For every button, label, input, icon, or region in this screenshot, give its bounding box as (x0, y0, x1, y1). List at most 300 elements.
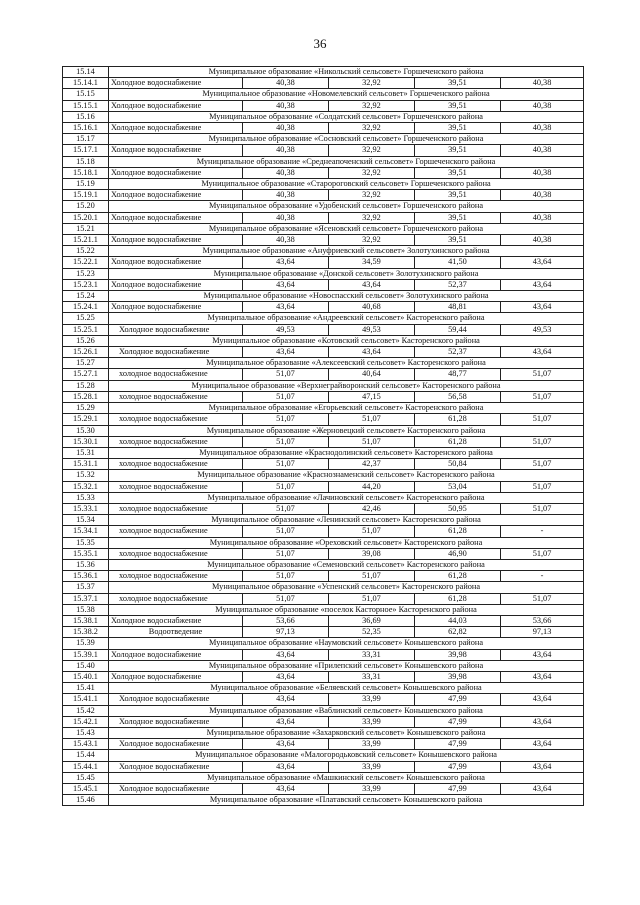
row-number: 15.43.1 (63, 739, 109, 750)
tariff-value-3: 39,51 (415, 78, 501, 89)
row-number: 15.40 (63, 660, 109, 671)
tariff-value-1: 51,07 (243, 459, 329, 470)
tariff-value-4: 40,38 (501, 235, 584, 246)
tariff-value-2: 32,92 (329, 190, 415, 201)
tariff-value-4: 51,07 (501, 481, 584, 492)
tariff-value-1: 40,38 (243, 78, 329, 89)
municipality-row (63, 89, 584, 100)
service-name: Холодное водоснабжение (109, 761, 243, 772)
service-row (63, 369, 584, 380)
tariff-value-4: 40,38 (501, 190, 584, 201)
municipality-row (63, 425, 584, 436)
row-number: 15.31 (63, 447, 109, 458)
municipality-row (63, 246, 584, 257)
service-name: Холодное водоснабжение (109, 190, 243, 201)
tariff-value-1: 51,07 (243, 481, 329, 492)
municipality-row (63, 67, 584, 78)
row-number: 15.27 (63, 358, 109, 369)
tariff-value-1: 40,38 (243, 145, 329, 156)
tariff-value-3: 52,37 (415, 347, 501, 358)
tariff-value-4: 43,64 (501, 257, 584, 268)
row-number: 15.24.1 (63, 302, 109, 313)
municipality-title: Муниципальное образование «Сосновский сельсовет» Горшеченского района (109, 134, 584, 145)
row-number: 15.46 (63, 795, 109, 806)
service-row (63, 78, 584, 89)
service-row (63, 739, 584, 750)
tariff-value-4: - (501, 571, 584, 582)
tariff-value-4: 51,07 (501, 503, 584, 514)
row-number: 15.16 (63, 111, 109, 122)
tariff-value-2: 33,99 (329, 784, 415, 795)
tariff-value-3: 48,77 (415, 369, 501, 380)
service-name: холодное водоснабжение (109, 503, 243, 514)
service-name: холодное водоснабжение (109, 414, 243, 425)
tariff-value-2: 42,46 (329, 503, 415, 514)
municipality-row (63, 492, 584, 503)
tariff-value-3: 39,98 (415, 671, 501, 682)
service-name: Холодное водоснабжение (109, 302, 243, 313)
tariff-value-3: 39,51 (415, 123, 501, 134)
page-number: 36 (313, 36, 327, 51)
tariff-value-3: 47,99 (415, 784, 501, 795)
service-name: Холодное водоснабжение (109, 212, 243, 223)
row-number: 15.18 (63, 156, 109, 167)
municipality-title: Муниципальное образование «Платавский сельсовет» Конышевского района (109, 795, 584, 806)
municipality-row (63, 223, 584, 234)
tariff-value-4: 51,07 (501, 391, 584, 402)
tariff-value-2: 51,07 (329, 593, 415, 604)
tariff-value-3: 47,99 (415, 739, 501, 750)
service-row (63, 593, 584, 604)
municipality-title: Муниципальное образование «Жерновецкий сельсовет» Касторенского района (109, 425, 584, 436)
tariff-value-4: 40,38 (501, 167, 584, 178)
row-number: 15.31.1 (63, 459, 109, 470)
tariff-value-3: 50,95 (415, 503, 501, 514)
row-number: 15.18.1 (63, 167, 109, 178)
tariff-table-body (63, 67, 584, 806)
tariff-value-4: 40,38 (501, 212, 584, 223)
municipality-row (63, 335, 584, 346)
service-row (63, 671, 584, 682)
tariff-value-3: 56,58 (415, 391, 501, 402)
tariff-value-1: 51,07 (243, 369, 329, 380)
row-number: 15.21.1 (63, 235, 109, 246)
row-number: 15.36 (63, 559, 109, 570)
tariff-value-3: 44,03 (415, 615, 501, 626)
tariff-value-2: 40,64 (329, 369, 415, 380)
row-number: 15.16.1 (63, 123, 109, 134)
tariff-value-2: 33,99 (329, 694, 415, 705)
row-number: 15.32.1 (63, 481, 109, 492)
tariff-value-4: 49,53 (501, 324, 584, 335)
municipality-row (63, 111, 584, 122)
municipality-title: Муниципальное образование «Ясеновский сельсовет» Горшеченского района (109, 223, 584, 234)
tariff-value-1: 40,38 (243, 212, 329, 223)
row-number: 15.38.2 (63, 627, 109, 638)
municipality-title: Муниципальное образование «Ленинский сельсовет» Касторенского района (109, 515, 584, 526)
row-number: 15.20.1 (63, 212, 109, 223)
tariff-value-1: 43,64 (243, 716, 329, 727)
service-name: Холодное водоснабжение (109, 784, 243, 795)
tariff-value-1: 51,07 (243, 414, 329, 425)
tariff-value-4: 43,64 (501, 302, 584, 313)
tariff-value-1: 40,38 (243, 167, 329, 178)
tariff-value-3: 46,90 (415, 548, 501, 559)
row-number: 15.42.1 (63, 716, 109, 727)
service-name: холодное водоснабжение (109, 391, 243, 402)
municipality-row (63, 795, 584, 806)
municipality-title: Муниципальное образование «Удобенский сельсовет» Горшеченского района (109, 201, 584, 212)
tariff-value-3: 59,44 (415, 324, 501, 335)
tariff-value-4: 51,07 (501, 593, 584, 604)
service-name: Холодное водоснабжение (109, 347, 243, 358)
tariff-value-3: 39,51 (415, 190, 501, 201)
municipality-row (63, 604, 584, 615)
tariff-value-3: 61,28 (415, 436, 501, 447)
municipality-row (63, 582, 584, 593)
service-row (63, 324, 584, 335)
row-number: 15.20 (63, 201, 109, 212)
tariff-value-2: 32,92 (329, 123, 415, 134)
municipality-row (63, 638, 584, 649)
row-number: 15.19.1 (63, 190, 109, 201)
tariff-value-2: 47,15 (329, 391, 415, 402)
row-number: 15.42 (63, 705, 109, 716)
tariff-value-3: 39,51 (415, 212, 501, 223)
service-row (63, 212, 584, 223)
municipality-row (63, 660, 584, 671)
municipality-row (63, 750, 584, 761)
tariff-value-3: 39,98 (415, 649, 501, 660)
service-row (63, 235, 584, 246)
municipality-title: Муниципальное образование «Верхнеграйворонский сельсовет» Касторенского района (109, 380, 584, 391)
tariff-value-1: 43,64 (243, 279, 329, 290)
row-number: 15.15 (63, 89, 109, 100)
service-name: холодное водоснабжение (109, 459, 243, 470)
row-number: 15.33 (63, 492, 109, 503)
municipality-title: Муниципальное образование «Наумовский сельсовет» Конышевского района (109, 638, 584, 649)
tariff-value-1: 51,07 (243, 548, 329, 559)
tariff-value-3: 39,51 (415, 167, 501, 178)
service-row (63, 302, 584, 313)
row-number: 15.34 (63, 515, 109, 526)
service-row (63, 145, 584, 156)
row-number: 15.26.1 (63, 347, 109, 358)
service-name: холодное водоснабжение (109, 571, 243, 582)
service-name: Холодное водоснабжение (109, 167, 243, 178)
tariff-value-2: 49,53 (329, 324, 415, 335)
row-number: 15.43 (63, 727, 109, 738)
tariff-value-3: 61,28 (415, 526, 501, 537)
row-number: 15.38 (63, 604, 109, 615)
service-row (63, 761, 584, 772)
tariff-table (62, 66, 584, 806)
row-number: 15.37.1 (63, 593, 109, 604)
service-name: Холодное водоснабжение (109, 716, 243, 727)
municipality-row (63, 358, 584, 369)
tariff-value-1: 43,64 (243, 302, 329, 313)
tariff-value-4: 51,07 (501, 414, 584, 425)
tariff-value-4: 43,64 (501, 671, 584, 682)
row-number: 15.33.1 (63, 503, 109, 514)
tariff-value-4: 43,64 (501, 761, 584, 772)
tariff-value-4: 51,07 (501, 369, 584, 380)
row-number: 15.34.1 (63, 526, 109, 537)
service-row (63, 190, 584, 201)
service-name: Холодное водоснабжение (109, 235, 243, 246)
service-row (63, 526, 584, 537)
row-number: 15.35 (63, 537, 109, 548)
row-number: 15.17 (63, 134, 109, 145)
municipality-row (63, 447, 584, 458)
row-number: 15.14 (63, 67, 109, 78)
tariff-value-3: 52,37 (415, 279, 501, 290)
tariff-value-2: 43,64 (329, 279, 415, 290)
service-name: Холодное водоснабжение (109, 739, 243, 750)
municipality-title: Муниципальное образование «Беляевский сельсовет» Конышевского района (109, 683, 584, 694)
tariff-value-1: 43,64 (243, 257, 329, 268)
municipality-row (63, 313, 584, 324)
tariff-value-4: 53,66 (501, 615, 584, 626)
municipality-title: Муниципальное образование «Среднеапоченский сельсовет» Горшеченского района (109, 156, 584, 167)
tariff-value-4: 40,38 (501, 78, 584, 89)
service-name: холодное водоснабжение (109, 436, 243, 447)
row-number: 15.41.1 (63, 694, 109, 705)
tariff-value-2: 51,07 (329, 526, 415, 537)
tariff-value-2: 33,99 (329, 761, 415, 772)
row-number: 15.45 (63, 772, 109, 783)
service-row (63, 615, 584, 626)
row-number: 15.25.1 (63, 324, 109, 335)
municipality-title: Муниципальное образование «Никольский сельсовет» Горшеченского района (109, 67, 584, 78)
tariff-value-2: 43,64 (329, 347, 415, 358)
tariff-value-2: 33,99 (329, 716, 415, 727)
tariff-value-2: 33,31 (329, 649, 415, 660)
tariff-value-2: 44,20 (329, 481, 415, 492)
tariff-value-1: 97,13 (243, 627, 329, 638)
tariff-value-2: 40,68 (329, 302, 415, 313)
tariff-value-3: 47,99 (415, 716, 501, 727)
service-row (63, 414, 584, 425)
tariff-value-4: 43,64 (501, 649, 584, 660)
tariff-value-3: 53,04 (415, 481, 501, 492)
municipality-row (63, 515, 584, 526)
tariff-value-4: 51,07 (501, 548, 584, 559)
municipality-row (63, 470, 584, 481)
service-row (63, 257, 584, 268)
service-row (63, 694, 584, 705)
service-row (63, 784, 584, 795)
tariff-value-4: 43,64 (501, 694, 584, 705)
row-number: 15.39.1 (63, 649, 109, 660)
row-number: 15.41 (63, 683, 109, 694)
municipality-title: Муниципальное образование «поселок Касторное» Касторенского района (109, 604, 584, 615)
row-number: 15.44.1 (63, 761, 109, 772)
row-number: 15.22 (63, 246, 109, 257)
tariff-value-1: 40,38 (243, 235, 329, 246)
service-name: Холодное водоснабжение (109, 649, 243, 660)
tariff-value-3: 39,51 (415, 145, 501, 156)
tariff-value-3: 39,51 (415, 235, 501, 246)
row-number: 15.39 (63, 638, 109, 649)
tariff-value-1: 43,64 (243, 649, 329, 660)
tariff-value-3: 62,82 (415, 627, 501, 638)
tariff-value-4: 43,64 (501, 347, 584, 358)
municipality-title: Муниципальное образование «Ваблинский сельсовет» Конышевского района (109, 705, 584, 716)
service-row (63, 123, 584, 134)
service-name: Холодное водоснабжение (109, 78, 243, 89)
tariff-value-2: 39,08 (329, 548, 415, 559)
service-row (63, 459, 584, 470)
service-row (63, 100, 584, 111)
row-number: 15.35.1 (63, 548, 109, 559)
tariff-value-1: 51,07 (243, 436, 329, 447)
service-name: Холодное водоснабжение (109, 324, 243, 335)
tariff-value-2: 34,59 (329, 257, 415, 268)
tariff-value-1: 51,07 (243, 571, 329, 582)
municipality-title: Муниципальное образование «Лачиновский сельсовет» Касторенского района (109, 492, 584, 503)
row-number: 15.25 (63, 313, 109, 324)
service-name: Холодное водоснабжение (109, 615, 243, 626)
tariff-value-2: 32,92 (329, 167, 415, 178)
municipality-row (63, 705, 584, 716)
row-number: 15.26 (63, 335, 109, 346)
row-number: 15.45.1 (63, 784, 109, 795)
municipality-title: Муниципальное образование «Егорьевский сельсовет» Касторенского района (109, 403, 584, 414)
tariff-value-4: 43,64 (501, 739, 584, 750)
service-name: холодное водоснабжение (109, 593, 243, 604)
tariff-value-3: 50,84 (415, 459, 501, 470)
municipality-title: Муниципальное образование «Захарковский сельсовет» Конышевского района (109, 727, 584, 738)
tariff-value-2: 32,92 (329, 100, 415, 111)
tariff-value-1: 49,53 (243, 324, 329, 335)
tariff-value-4: 40,38 (501, 123, 584, 134)
service-name: Холодное водоснабжение (109, 257, 243, 268)
service-row (63, 627, 584, 638)
service-row (63, 436, 584, 447)
municipality-title: Муниципальное образование «Ореховский сельсовет» Касторенского района (109, 537, 584, 548)
tariff-value-3: 61,28 (415, 571, 501, 582)
tariff-value-1: 43,64 (243, 739, 329, 750)
municipality-title: Муниципальное образование «Котовский сельсовет» Касторенского района (109, 335, 584, 346)
tariff-value-1: 43,64 (243, 761, 329, 772)
service-name: холодное водоснабжение (109, 369, 243, 380)
tariff-value-3: 41,50 (415, 257, 501, 268)
tariff-value-4: 43,64 (501, 784, 584, 795)
tariff-value-4: 51,07 (501, 436, 584, 447)
row-number: 15.19 (63, 179, 109, 190)
municipality-title: Муниципальное образование «Краснознаменский сельсовет» Касторенского района (109, 470, 584, 481)
service-name: Водоотведение (109, 627, 243, 638)
row-number: 15.23 (63, 268, 109, 279)
municipality-row (63, 291, 584, 302)
service-row (63, 571, 584, 582)
municipality-title: Муниципальное образование «Старороговский сельсовет» Горшеченского района (109, 179, 584, 190)
tariff-value-1: 40,38 (243, 190, 329, 201)
row-number: 15.15.1 (63, 100, 109, 111)
service-row (63, 279, 584, 290)
service-row (63, 548, 584, 559)
tariff-value-3: 39,51 (415, 100, 501, 111)
row-number: 15.37 (63, 582, 109, 593)
row-number: 15.32 (63, 470, 109, 481)
service-name: Холодное водоснабжение (109, 145, 243, 156)
municipality-title: Муниципальное образование «Краснодолинский сельсовет» Касторенского района (109, 447, 584, 458)
service-name: Холодное водоснабжение (109, 100, 243, 111)
municipality-row (63, 772, 584, 783)
tariff-value-3: 48,81 (415, 302, 501, 313)
row-number: 15.44 (63, 750, 109, 761)
tariff-value-1: 51,07 (243, 503, 329, 514)
tariff-value-4: 40,38 (501, 145, 584, 156)
service-row (63, 347, 584, 358)
tariff-value-4: 40,38 (501, 100, 584, 111)
service-name: Холодное водоснабжение (109, 279, 243, 290)
municipality-row (63, 201, 584, 212)
municipality-row (63, 268, 584, 279)
municipality-title: Муниципальное образование «Алексеевский сельсовет» Касторенского района (109, 358, 584, 369)
row-number: 15.28 (63, 380, 109, 391)
municipality-title: Муниципальное образование «Солдатский сельсовет» Горшеченского района (109, 111, 584, 122)
tariff-value-1: 51,07 (243, 391, 329, 402)
service-name: Холодное водоснабжение (109, 694, 243, 705)
service-row (63, 391, 584, 402)
service-row (63, 167, 584, 178)
tariff-value-4: 43,64 (501, 279, 584, 290)
row-number: 15.17.1 (63, 145, 109, 156)
row-number: 15.38.1 (63, 615, 109, 626)
row-number: 15.29 (63, 403, 109, 414)
tariff-value-2: 32,92 (329, 235, 415, 246)
tariff-value-2: 52,35 (329, 627, 415, 638)
municipality-title: Муниципальное образование «Донской сельсовет» Золотухинского района (109, 268, 584, 279)
tariff-value-4: 43,64 (501, 716, 584, 727)
tariff-value-3: 61,28 (415, 593, 501, 604)
tariff-value-1: 40,38 (243, 100, 329, 111)
service-name: холодное водоснабжение (109, 481, 243, 492)
row-number: 15.36.1 (63, 571, 109, 582)
municipality-row (63, 403, 584, 414)
service-name: холодное водоснабжение (109, 548, 243, 559)
tariff-value-2: 33,31 (329, 671, 415, 682)
tariff-value-2: 36,69 (329, 615, 415, 626)
service-row (63, 481, 584, 492)
service-name: Холодное водоснабжение (109, 123, 243, 134)
tariff-value-2: 33,99 (329, 739, 415, 750)
tariff-value-1: 53,66 (243, 615, 329, 626)
row-number: 15.22.1 (63, 257, 109, 268)
service-name: Холодное водоснабжение (109, 671, 243, 682)
service-row (63, 649, 584, 660)
tariff-value-2: 51,07 (329, 414, 415, 425)
tariff-value-1: 51,07 (243, 526, 329, 537)
municipality-title: Муниципальное образование «Новомелевский сельсовет» Горшеченского района (109, 89, 584, 100)
municipality-row (63, 134, 584, 145)
tariff-value-1: 51,07 (243, 593, 329, 604)
row-number: 15.14.1 (63, 78, 109, 89)
tariff-value-3: 47,99 (415, 694, 501, 705)
tariff-value-2: 32,92 (329, 212, 415, 223)
row-number: 15.21 (63, 223, 109, 234)
municipality-title: Муниципальное образование «Малогородьковский сельсовет» Конышевского района (109, 750, 584, 761)
municipality-title: Муниципальное образование «Прилепский сельсовет» Конышевского района (109, 660, 584, 671)
municipality-row (63, 537, 584, 548)
tariff-value-1: 43,64 (243, 694, 329, 705)
municipality-title: Муниципальное образование «Семеновский сельсовет» Касторенского района (109, 559, 584, 570)
tariff-value-1: 40,38 (243, 123, 329, 134)
municipality-row (63, 179, 584, 190)
row-number: 15.28.1 (63, 391, 109, 402)
